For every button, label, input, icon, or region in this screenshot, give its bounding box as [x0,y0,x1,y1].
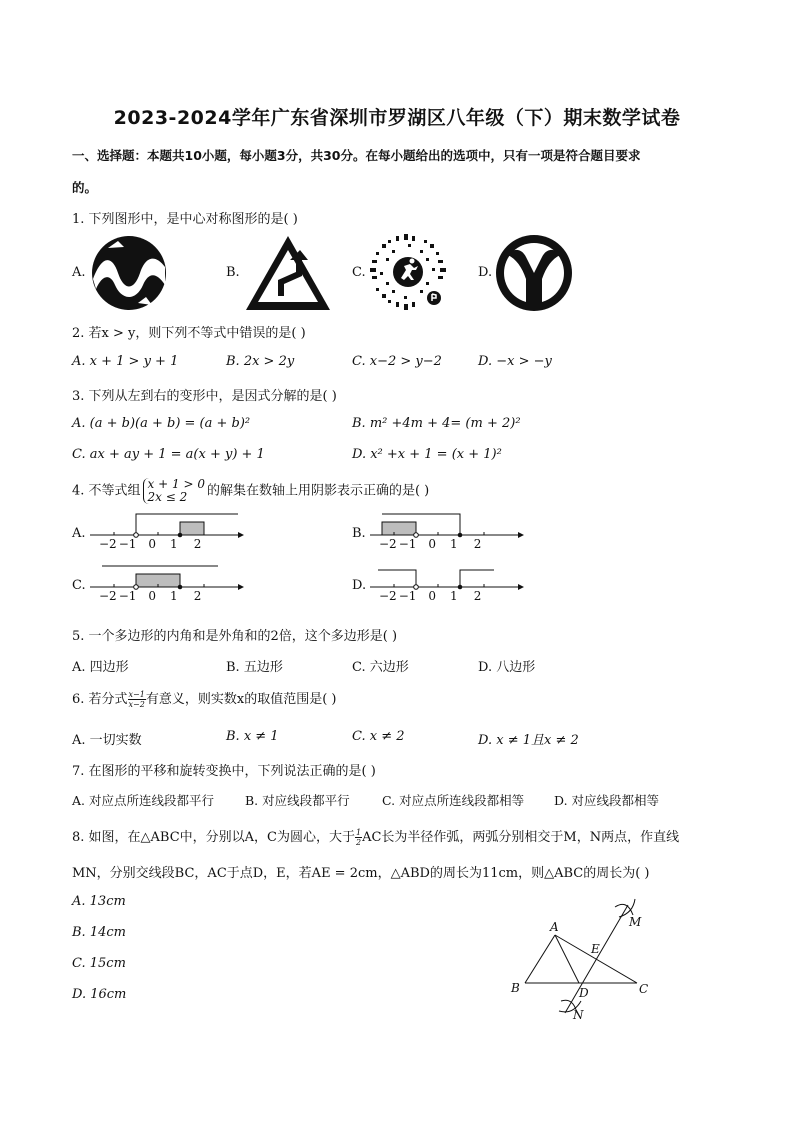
q1-option-d-label: D. [478,265,493,280]
tick-label: 0 [148,537,157,551]
q8-label-n: N [573,1008,584,1022]
q5-option-a: A. 四边形 [72,660,129,675]
q4-inequality-system [143,478,205,504]
q8-option-d: D. 16cm [72,987,127,1002]
tick-label: −2 [379,537,397,551]
page-title: 2023-2024学年广东省深圳市罗湖区八年级（下）期末数学试卷 [113,107,681,129]
q6-option-c: C. x ≠ 2 [352,729,405,744]
section-instructions-line1: 一、选择题：本题共10小题，每小题3分，共30分。在每小题给出的选项中，只有一项是符合题目要求 [72,148,641,163]
tick-label: 1 [170,537,178,551]
q8-label-a: A [550,920,559,934]
tick-label: 1 [450,589,458,603]
q6-fraction-denominator: x−2 [128,700,145,709]
q4-stem [72,478,429,504]
tick-label: 2 [473,537,482,551]
q4-b-tick-labels [379,537,481,551]
q3-option-b: B. m² +4m + 4= (m + 2)² [352,416,521,431]
q6-stem-pre: 6. 若分式 [72,692,128,707]
q8-option-c: C. 15cm [72,956,126,971]
q6-option-a: A. 一切实数 [72,733,142,748]
q1-option-c-label: C. [352,265,366,280]
tick-label: 1 [170,589,178,603]
tick-label: −1 [118,537,137,551]
tick-label: −1 [118,589,137,603]
tick-label: 0 [148,589,157,603]
q5-stem: 5. 一个多边形的内角和是外角和的2倍，这个多边形是( ) [72,629,398,644]
q8-label-d: D [579,986,589,1000]
q5-option-b: B. 五边形 [226,660,283,675]
q8-stem-post: AC长为半径作弧，两弧分别相交于M，N两点，作直线 [362,830,680,845]
tick-label: −2 [379,589,397,603]
q3-option-a: A. (a + b)(a + b) = (a + b)² [72,416,251,431]
q8-half-numerator: 1 [356,828,362,837]
q4-sys-line1: x + 1 > 0 [147,477,205,491]
q8-half-denominator: 2 [356,838,362,847]
q2-option-c: C. x−2 > y−2 [352,354,442,369]
q1-figure-a-wave-logo [88,233,170,313]
q4-option-c-label: C. [72,578,86,593]
tick-label: −2 [99,589,117,603]
q8-option-b: B. 14cm [72,925,126,940]
q6-stem [72,688,336,709]
tick-label: −1 [398,537,417,551]
q7-option-d: D. 对应线段都相等 [554,793,660,808]
q1-stem: 1. 下列图形中，是中心对称图形的是( ) [72,212,298,227]
q2-option-b: B. 2x > 2y [226,354,295,369]
q6-option-d: D. x ≠ 1且x ≠ 2 [478,733,579,748]
q2-option-d: D. −x > −y [478,354,552,369]
q1-option-b-label: B. [226,265,240,280]
q4-a-tick-labels [99,537,201,551]
q1-option-a-label: A. [72,265,86,280]
q8-triangle-figure [505,895,665,1030]
q4-option-b-label: B. [352,526,366,541]
q2-stem: 2. 若x > y，则下列不等式中错误的是( ) [72,326,306,341]
q7-option-c: C. 对应点所连线段都相等 [382,793,525,808]
q6-fraction-numerator: x−1 [128,690,145,699]
q7-option-a: A. 对应点所连线段都平行 [72,793,214,808]
q6-stem-post: 有意义，则实数x的取值范围是( ) [145,692,337,707]
q3-option-c: C. ax + ay + 1 = a(x + y) + 1 [72,447,265,462]
tick-label: −2 [99,537,117,551]
q1-figure-b-triangle-sign [244,234,332,312]
tick-label: 0 [428,589,437,603]
q5-option-d: D. 八边形 [478,660,536,675]
q7-stem: 7. 在图形的平移和旋转变换中，下列说法正确的是( ) [72,764,376,779]
tick-label: 2 [193,537,202,551]
q8-label-e: E [591,942,600,956]
q4-option-a-label: A. [72,526,86,541]
tick-label: 0 [428,537,437,551]
q1-figure-c-qr-circle [368,232,448,312]
q1-figure-d-y-circle [494,233,574,313]
tick-label: 1 [450,537,458,551]
tick-label: 2 [193,589,202,603]
tick-label: −1 [398,589,417,603]
q4-stem-post: 的解集在数轴上用阴影表示正确的是( ) [206,483,430,499]
q4-stem-pre: 4. 不等式组 [72,483,141,499]
q7-option-b: B. 对应线段都平行 [245,793,350,808]
q3-option-d: D. x² +x + 1 = (x + 1)² [352,447,502,462]
tick-label: 2 [473,589,482,603]
q8-label-m: M [629,915,642,929]
q8-label-c: C [639,982,649,996]
section-instructions-line2: 的。 [72,180,98,195]
q4-option-d-label: D. [352,578,367,593]
q8-stem-line2: MN，分别交线段BC，AC于点D，E，若AE = 2cm，△ABD的周长为11cm，则△ABC的周长为( ) [72,866,650,881]
q8-stem-line1 [72,826,679,847]
q8-label-b: B [511,981,520,995]
q4-d-tick-labels [379,589,481,603]
q3-stem: 3. 下列从左到右的变形中，是因式分解的是( ) [72,389,337,404]
q5-option-c: C. 六边形 [352,660,409,675]
q2-option-a: A. x + 1 > y + 1 [72,354,179,369]
q6-option-b: B. x ≠ 1 [226,729,279,744]
q8-option-a: A. 13cm [72,894,126,909]
q4-sys-line2: 2x ≤ 2 [147,490,188,504]
q6-fraction [128,690,146,709]
q4-c-tick-labels [99,589,201,603]
q8-stem-pre: 8. 如图，在△ABC中，分别以A，C为圆心，大于 [72,830,355,845]
